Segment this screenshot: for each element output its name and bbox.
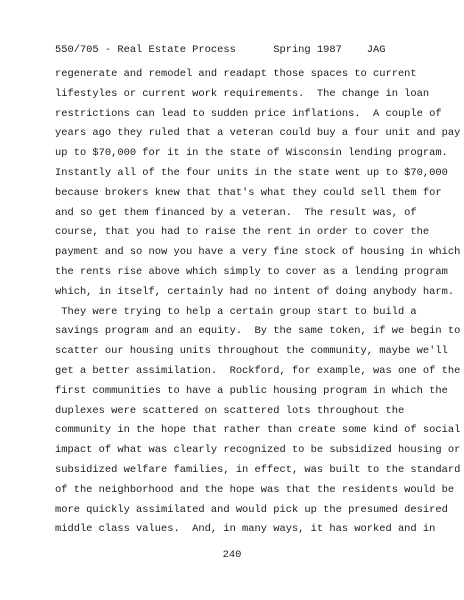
body-line: because brokers knew that that's what they could sell them for [55,186,442,199]
body-line: community in the hope that rather than create some kind of social [55,424,461,437]
body-line: the rents rise above which simply to cover as a lending program [55,266,448,278]
body-line: and so get them financed by a veteran. The result was, of [55,206,417,219]
body-line: which, in itself, certainly had no intent of doing anybody harm. [55,285,455,298]
body-line: regenerate and remodel and readapt those spaces to current [55,68,417,80]
page-header: 550/705 - Real Estate Process Spring 1987 JAG [55,44,386,56]
body-line: up to $70,000 for it in the state of Wisconsin lending program. [55,147,448,160]
body-line: course, that you had to raise the rent in order to cover the [55,226,430,239]
body-line: of the neighborhood and the hope was that the residents would be [55,483,455,496]
body-line: middle class values. And, in many ways, it has worked and in [55,523,436,536]
body-line: first communities to have a public housing program in which the [55,384,448,397]
page-number: 240 [222,549,242,561]
body-line: They were trying to help a certain group start to build a [55,305,417,318]
body-line: lifestyles or current work requirements. The change in loan [55,87,430,100]
body-line: payment and so now you have a very fine stock of housing in which [55,246,461,259]
body-line: years ago they ruled that a veteran could buy a four unit and pay [55,127,461,140]
body-line: get a better assimilation. Rockford, for example, was one of the [55,365,461,377]
body-line: more quickly assimilated and would pick up the presumed desired [55,503,448,516]
body-line: savings program and an equity. By the same token, if we begin to [55,325,461,338]
body-line: restrictions can lead to sudden price inflations. A couple of [55,107,442,120]
body-line: subsidized welfare families, in effect, was built to the standard [55,464,461,476]
body-line: duplexes were scattered on scattered lots throughout the [55,404,405,417]
body-line: scatter our housing units throughout the community, maybe we'll [55,345,448,358]
body-line: Instantly all of the four units in the state went up to $70,000 [55,167,448,179]
body-line: impact of what was clearly recognized to be subsidized housing or [55,444,461,457]
